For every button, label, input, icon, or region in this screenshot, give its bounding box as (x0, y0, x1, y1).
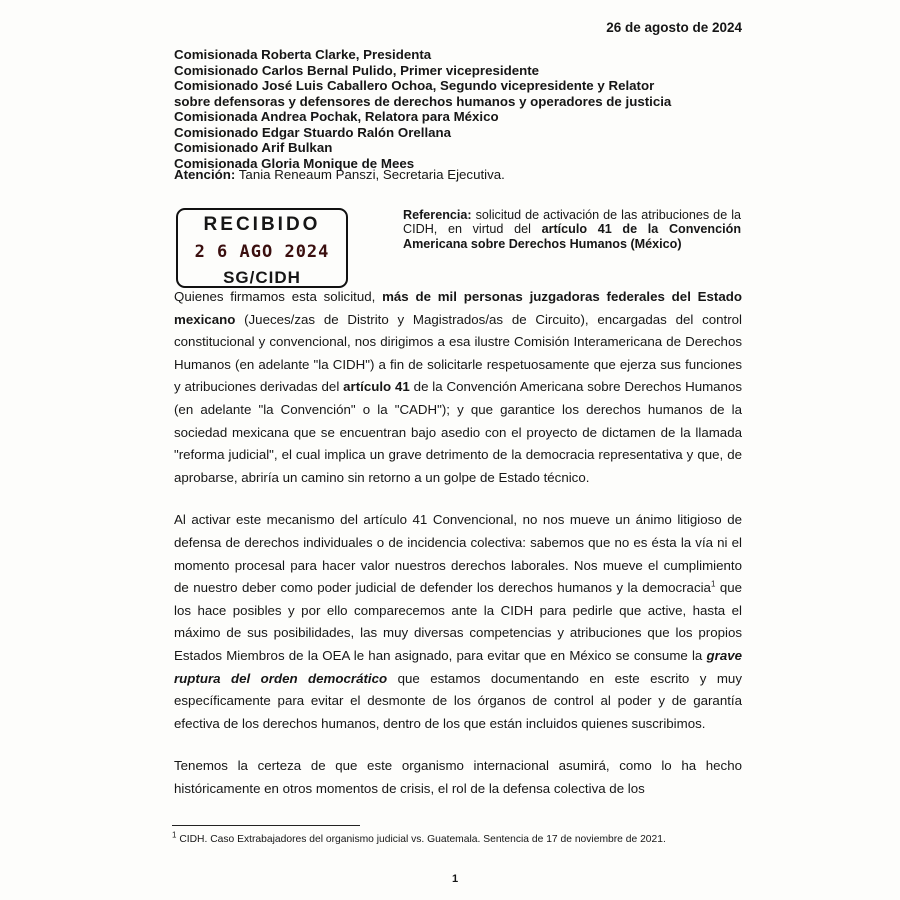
attention-label: Atención: (174, 167, 236, 182)
recipients-list (174, 47, 749, 171)
reference-text: solicitud de activación de las atribuciones de la CIDH, en virtud del (403, 208, 742, 237)
recipient-line: Comisionado Edgar Stuardo Ralón Orellana (174, 124, 452, 140)
recipient-line: Comisionado Carlos Bernal Pulido, Primer vicepresidente (174, 62, 540, 78)
footnote-divider (172, 825, 360, 826)
paragraph-text: (Jueces/zas de Distrito y Magistrados/as de Circuito), encargadas del control constitucional y convencional, nos dirigimos a esa ilustre Comisión Interamericana de Derechos Humanos (en adelante "la CIDH") a fin de solicitarle respetuosamente que ejerza sus funciones y atribuciones derivadas del (174, 311, 742, 395)
recipient-line: sobre defensoras y defensores de derechos humanos y operadores de justicia (174, 93, 672, 109)
page-number: 1 (452, 873, 459, 885)
paragraph-text: Al activar este mecanismo del artículo 41 Convencional, no nos mueve un ánimo litigioso de defensa de derechos individuales o de incidencia colectiva: sabemos que no es ésta la vía ni el momento procesal para hacer valor nuestros derechos laborales. Nos mueve el cumplimiento de nuestro deber como poder judicial de defender los derechos humanos y la democracia (174, 512, 742, 596)
reference-bold-text: artículo 41 de la Convención Americana sobre Derechos Humanos (México) (403, 222, 742, 251)
attention-text: Tania Reneaum Panszi, Secretaria Ejecutiva. (238, 167, 505, 182)
stamp-office: SG/CIDH (223, 268, 301, 287)
paragraph-2 (174, 509, 742, 735)
reference-label: Referencia: (403, 208, 472, 222)
recipient-line: Comisionado Arif Bulkan (174, 140, 333, 155)
recipient-line: Comisionada Roberta Clarke, Presidenta (174, 47, 432, 62)
reference-block (403, 208, 741, 251)
footnote (172, 830, 744, 846)
paragraph-3: Tenemos la certeza de que este organismo internacional asumirá, como lo ha hecho históricamente en otros momentos de crisis, el rol de la defensa colectiva de los (174, 758, 742, 796)
footnote-text: CIDH. Caso Extrabajadores del organismo judicial vs. Guatemala. Sentencia de 17 de noviembre de 2021. (179, 834, 666, 845)
recipient-line: Comisionado José Luis Caballero Ochoa, Segundo vicepresidente y Relator (174, 78, 655, 93)
paragraph-text: Quienes firmamos esta solicitud, (174, 289, 376, 304)
paragraph-bold-text: más de mil personas juzgadoras federales del Estado mexicano (174, 289, 742, 327)
recipient-line: Comisionada Andrea Pochak, Relatora para México (174, 109, 499, 124)
paragraph-bold-text: artículo 41 (343, 379, 410, 395)
letter-body (174, 286, 742, 820)
paragraph-text: que los hace posibles y por ello comparecemos ante la CIDH para pedirle que active, hasta el máximo de sus posibilidades, las muy diversas competencias y atribuciones que los propios Estados Miembros de la OEA le han asignado, para evitar que en México se consume la (174, 580, 742, 663)
paragraph-emphasis-text: grave ruptura del orden democrático (174, 647, 742, 686)
paragraph-text: que estamos documentando en este escrito y muy específicamente para evitar el desmonte de los órganos de control al poder y de garantía efectiva de los derechos humanos, dentro de los que están incluidos quienes suscribimos. (174, 670, 742, 731)
stamp-received-text: RECIBIDO (203, 214, 321, 235)
recipient-line: Comisionada Gloria Monique de Mees (174, 155, 415, 171)
paragraph-text: de la Convención Americana sobre Derechos Humanos (en adelante "la Convención" o la "CADH"); y que garantice los derechos humanos de la sociedad mexicana que se encuentran bajo asedio con el proyecto de dictamen de la llamada "reforma judicial", el cual implica un grave detrimento de la democracia representativa y que, de aprobarse, abriría un camino sin retorno a un golpe de Estado técnico. (174, 379, 742, 485)
received-stamp (176, 208, 348, 288)
footnote-marker: 1 (710, 579, 716, 589)
document-date: 26 de agosto de 2024 (606, 20, 742, 35)
paragraph-1 (174, 286, 742, 489)
stamp-date: 2 6 AGO 2024 (194, 242, 330, 262)
footnote-number: 1 (172, 830, 177, 840)
attention-line (174, 167, 505, 182)
